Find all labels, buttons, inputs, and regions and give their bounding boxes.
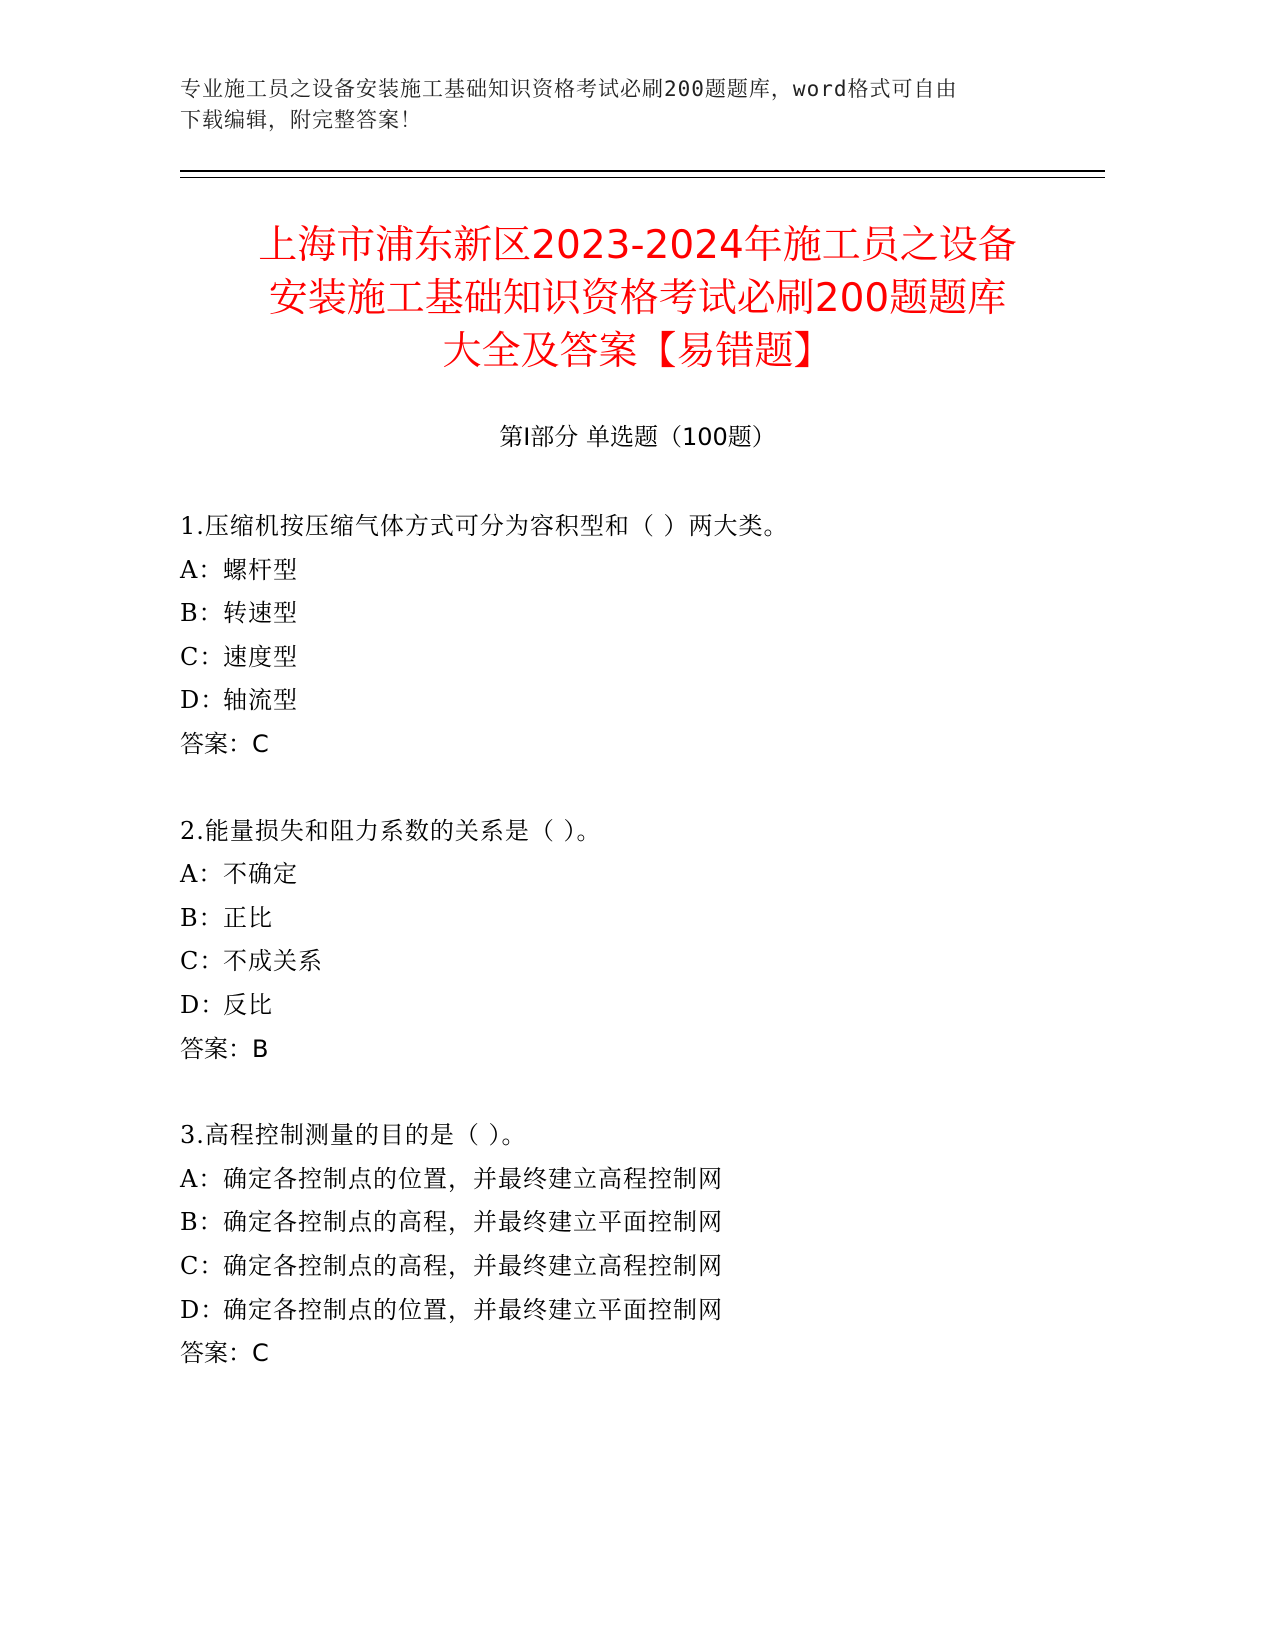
option-text: 转速型 — [223, 599, 298, 628]
option-d — [180, 1289, 1110, 1333]
option-key: D： — [180, 1295, 226, 1324]
option-text: 反比 — [223, 990, 273, 1019]
option-a — [180, 1158, 1110, 1202]
option-key: C： — [180, 642, 225, 671]
option-c — [180, 636, 1110, 680]
option-text: 轴流型 — [223, 686, 298, 715]
option-key: B： — [180, 599, 224, 628]
option-a — [180, 853, 1110, 897]
option-key: C： — [180, 1251, 225, 1280]
option-c — [180, 1245, 1110, 1289]
question-list — [180, 505, 1110, 1419]
option-d — [180, 679, 1110, 723]
option-c — [180, 940, 1110, 984]
header-note-line-2: 下载编辑，附完整答案！ — [180, 108, 422, 132]
option-text: 确定各控制点的位置，并最终建立平面控制网 — [223, 1295, 723, 1324]
option-text: 正比 — [223, 903, 273, 932]
document-title — [150, 219, 1125, 378]
option-text: 不成关系 — [223, 947, 323, 976]
question-stem: 2.能量损失和阻力系数的关系是（ ）。 — [180, 816, 602, 845]
option-text: 确定各控制点的高程，并最终建立平面控制网 — [223, 1208, 723, 1237]
answer: 答案：C — [180, 729, 269, 758]
option-a — [180, 549, 1110, 593]
question-3 — [180, 1114, 1110, 1376]
option-key: D： — [180, 686, 226, 715]
header-divider-thin — [180, 177, 1105, 178]
question-2 — [180, 810, 1110, 1072]
question-1 — [180, 505, 1110, 767]
question-stem: 1.压缩机按压缩气体方式可分为容积型和（ ）两大类。 — [180, 512, 789, 540]
option-b — [180, 897, 1110, 941]
option-key: D： — [180, 990, 226, 1019]
header-note — [180, 74, 1040, 136]
option-text: 螺杆型 — [223, 555, 298, 584]
answer: 答案：C — [180, 1339, 269, 1368]
header-divider-thick — [180, 170, 1105, 172]
document-title-line-2: 安装施工基础知识资格考试必刷200题题库 — [268, 276, 1007, 321]
option-key: A： — [180, 860, 224, 889]
question-stem: 3.高程控制测量的目的是（ ）。 — [180, 1121, 527, 1150]
header-note-line-1: 专业施工员之设备安装施工基础知识资格考试必刷200题题库，word格式可自由 — [180, 77, 958, 101]
option-key: C： — [180, 947, 225, 976]
option-key: B： — [180, 1208, 224, 1237]
option-b — [180, 1201, 1110, 1245]
option-key: A： — [180, 555, 224, 584]
option-key: B： — [180, 903, 224, 932]
section-title: 第I部分 单选题（100题） — [499, 423, 776, 451]
document-title-line-1: 上海市浦东新区2023-2024年施工员之设备 — [258, 223, 1017, 268]
option-text: 不确定 — [223, 860, 298, 889]
option-text: 确定各控制点的位置，并最终建立高程控制网 — [223, 1164, 723, 1193]
answer: 答案：B — [180, 1034, 269, 1063]
option-text: 确定各控制点的高程，并最终建立高程控制网 — [223, 1251, 723, 1280]
option-d — [180, 984, 1110, 1028]
option-b — [180, 592, 1110, 636]
option-text: 速度型 — [223, 642, 298, 671]
option-key: A： — [180, 1164, 224, 1193]
document-title-line-3: 大全及答案【易错题】 — [442, 329, 833, 374]
